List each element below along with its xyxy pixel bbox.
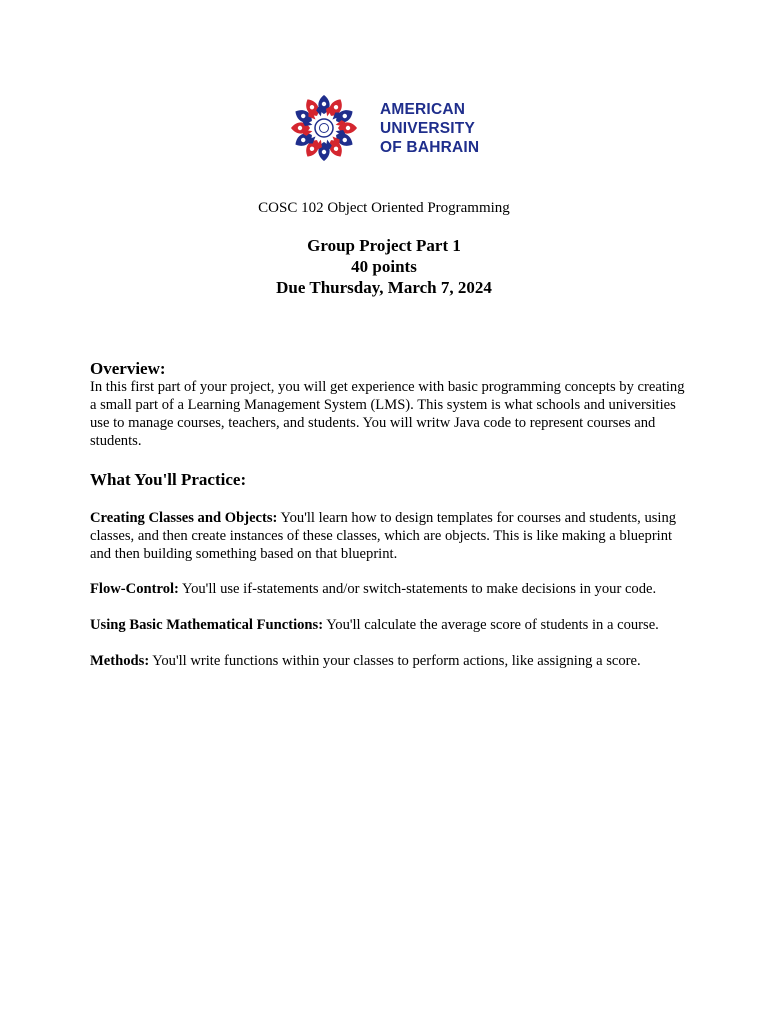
logo-line-1: AMERICAN — [380, 100, 466, 118]
logo-line-3: OF BAHRAIN — [380, 138, 480, 156]
practice-item-text: You'll learn how to design templates for courses and students, using classes, and then create instances of these classes, which are objects. This is like making a blueprint and then building something based on that blueprint. — [90, 510, 677, 562]
practice-item-label: Creating Classes and Objects: — [90, 510, 278, 526]
project-title: Group Project Part 1 — [307, 236, 461, 255]
project-due-date: Due Thursday, March 7, 2024 — [276, 278, 492, 297]
overview-text: In this first part of your project, you will get experience with basic programming concepts by creating a small part of a Learning Management System (LMS). This system is what schools and universities use to manage courses, teachers, and students. You will writw Java code to represent courses and students. — [90, 379, 685, 449]
project-points: 40 points — [351, 257, 417, 276]
rosette-emblem-icon — [284, 92, 364, 164]
practice-item-label: Using Basic Mathematical Functions: — [90, 617, 324, 633]
university-logo — [284, 92, 479, 164]
university-name — [380, 100, 479, 157]
practice-item-label: Flow-Control: — [90, 581, 179, 597]
rosette-dot-icon — [346, 126, 350, 130]
practice-item-text: You'll write functions within your classes to perform actions, like assigning a score. — [149, 653, 641, 669]
practice-item — [90, 652, 690, 670]
practice-item — [90, 509, 690, 563]
rosette-dot-icon — [322, 102, 326, 106]
project-heading — [0, 235, 768, 298]
logo-line-2: UNIVERSITY — [380, 119, 476, 137]
overview-section — [90, 360, 690, 450]
overview-title: Overview: — [90, 359, 166, 378]
course-title: COSC 102 Object Oriented Programming — [258, 200, 510, 216]
practice-item — [90, 580, 690, 598]
practice-item-text: You'll calculate the average score of students in a course. — [323, 617, 659, 633]
rosette-dot-icon — [322, 150, 326, 154]
practice-item-label: Methods: — [90, 653, 150, 669]
practice-item-text: You'll use if-statements and/or switch-statements to make decisions in your code. — [178, 581, 657, 597]
rosette-dot-icon — [298, 126, 302, 130]
practice-title: What You'll Practice: — [90, 470, 247, 489]
practice-item — [90, 616, 690, 634]
